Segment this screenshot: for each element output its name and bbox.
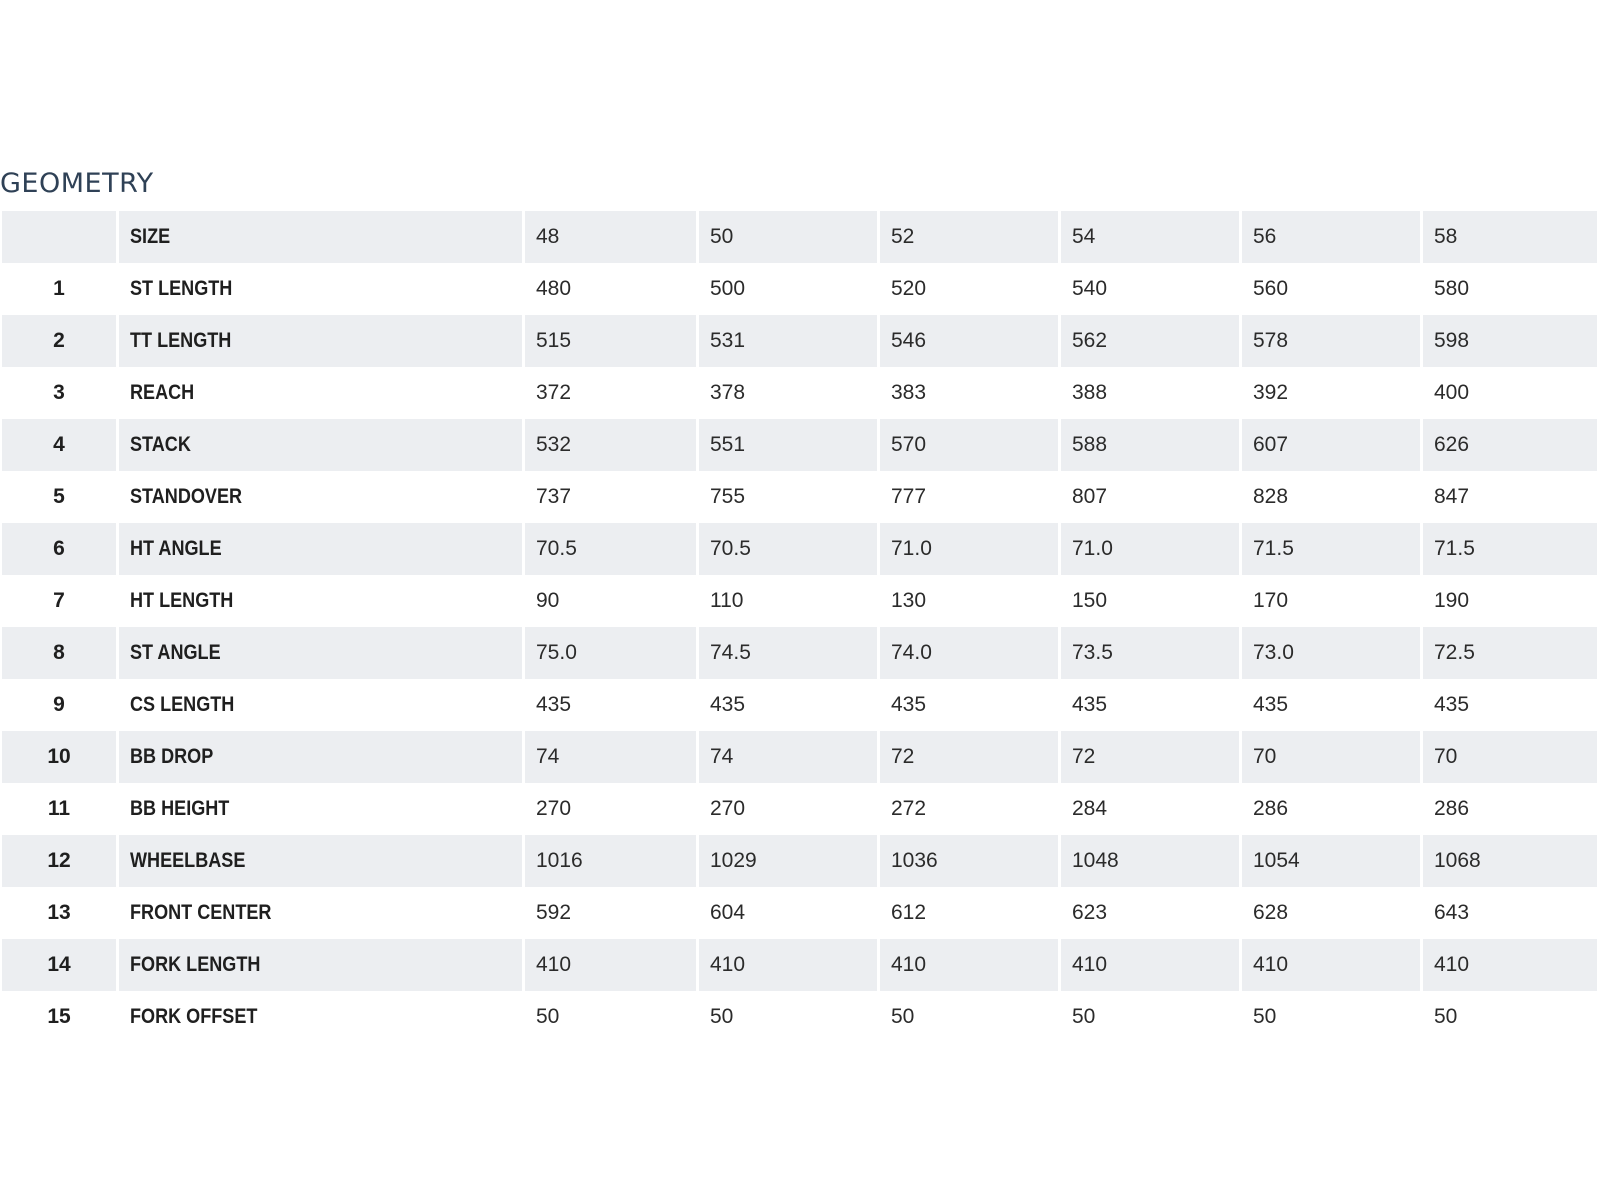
value-cell: 643 bbox=[1423, 887, 1600, 939]
value-cell: 626 bbox=[1423, 419, 1600, 471]
value-cell: 612 bbox=[880, 887, 1061, 939]
row-label: ST LENGTH bbox=[119, 263, 525, 315]
value-cell: 755 bbox=[699, 471, 880, 523]
value-cell: 435 bbox=[699, 679, 880, 731]
row-number: 5 bbox=[2, 471, 119, 523]
row-label: WHEELBASE bbox=[119, 835, 525, 887]
header-num-cell bbox=[2, 211, 119, 263]
table-row bbox=[2, 783, 1600, 835]
value-cell: 410 bbox=[1061, 939, 1242, 991]
value-cell: 50 bbox=[1061, 991, 1242, 1043]
value-cell: 435 bbox=[880, 679, 1061, 731]
value-cell: 598 bbox=[1423, 315, 1600, 367]
value-cell: 777 bbox=[880, 471, 1061, 523]
value-cell: 410 bbox=[699, 939, 880, 991]
row-label: BB HEIGHT bbox=[119, 783, 525, 835]
value-cell: 150 bbox=[1061, 575, 1242, 627]
row-number: 13 bbox=[2, 887, 119, 939]
value-cell: 75.0 bbox=[525, 627, 699, 679]
value-cell: 272 bbox=[880, 783, 1061, 835]
header-size-cell: 58 bbox=[1423, 211, 1600, 263]
value-cell: 532 bbox=[525, 419, 699, 471]
value-cell: 90 bbox=[525, 575, 699, 627]
row-number: 14 bbox=[2, 939, 119, 991]
table-row bbox=[2, 575, 1600, 627]
value-cell: 1016 bbox=[525, 835, 699, 887]
value-cell: 1036 bbox=[880, 835, 1061, 887]
value-cell: 435 bbox=[525, 679, 699, 731]
value-cell: 410 bbox=[1242, 939, 1423, 991]
value-cell: 847 bbox=[1423, 471, 1600, 523]
value-cell: 50 bbox=[880, 991, 1061, 1043]
row-label: TT LENGTH bbox=[119, 315, 525, 367]
table-row bbox=[2, 939, 1600, 991]
value-cell: 410 bbox=[525, 939, 699, 991]
value-cell: 628 bbox=[1242, 887, 1423, 939]
table-row bbox=[2, 419, 1600, 471]
value-cell: 392 bbox=[1242, 367, 1423, 419]
value-cell: 435 bbox=[1061, 679, 1242, 731]
value-cell: 71.0 bbox=[1061, 523, 1242, 575]
row-number: 4 bbox=[2, 419, 119, 471]
row-label: STANDOVER bbox=[119, 471, 525, 523]
row-label: FORK LENGTH bbox=[119, 939, 525, 991]
value-cell: 50 bbox=[525, 991, 699, 1043]
value-cell: 500 bbox=[699, 263, 880, 315]
value-cell: 737 bbox=[525, 471, 699, 523]
value-cell: 170 bbox=[1242, 575, 1423, 627]
value-cell: 1068 bbox=[1423, 835, 1600, 887]
value-cell: 410 bbox=[880, 939, 1061, 991]
value-cell: 1029 bbox=[699, 835, 880, 887]
value-cell: 480 bbox=[525, 263, 699, 315]
value-cell: 560 bbox=[1242, 263, 1423, 315]
value-cell: 70 bbox=[1242, 731, 1423, 783]
value-cell: 50 bbox=[699, 991, 880, 1043]
table-row bbox=[2, 731, 1600, 783]
value-cell: 72.5 bbox=[1423, 627, 1600, 679]
row-number: 6 bbox=[2, 523, 119, 575]
value-cell: 378 bbox=[699, 367, 880, 419]
table-row bbox=[2, 835, 1600, 887]
value-cell: 570 bbox=[880, 419, 1061, 471]
header-size-cell: 56 bbox=[1242, 211, 1423, 263]
value-cell: 607 bbox=[1242, 419, 1423, 471]
row-number: 7 bbox=[2, 575, 119, 627]
row-number: 2 bbox=[2, 315, 119, 367]
value-cell: 74 bbox=[699, 731, 880, 783]
row-number: 9 bbox=[2, 679, 119, 731]
row-number: 10 bbox=[2, 731, 119, 783]
table-header-row bbox=[2, 211, 1600, 263]
value-cell: 270 bbox=[699, 783, 880, 835]
value-cell: 70.5 bbox=[525, 523, 699, 575]
table-row bbox=[2, 679, 1600, 731]
table-row bbox=[2, 263, 1600, 315]
value-cell: 286 bbox=[1423, 783, 1600, 835]
value-cell: 130 bbox=[880, 575, 1061, 627]
table-row bbox=[2, 315, 1600, 367]
value-cell: 70.5 bbox=[699, 523, 880, 575]
row-label: CS LENGTH bbox=[119, 679, 525, 731]
header-size-cell: 50 bbox=[699, 211, 880, 263]
value-cell: 73.5 bbox=[1061, 627, 1242, 679]
geometry-table-body bbox=[2, 211, 1600, 1043]
value-cell: 1054 bbox=[1242, 835, 1423, 887]
value-cell: 71.5 bbox=[1242, 523, 1423, 575]
header-size-cell: 54 bbox=[1061, 211, 1242, 263]
value-cell: 562 bbox=[1061, 315, 1242, 367]
value-cell: 515 bbox=[525, 315, 699, 367]
header-size-cell: 52 bbox=[880, 211, 1061, 263]
value-cell: 435 bbox=[1423, 679, 1600, 731]
row-label: REACH bbox=[119, 367, 525, 419]
value-cell: 74.0 bbox=[880, 627, 1061, 679]
row-label: FRONT CENTER bbox=[119, 887, 525, 939]
value-cell: 70 bbox=[1423, 731, 1600, 783]
geometry-table bbox=[2, 211, 1600, 1043]
row-label: HT LENGTH bbox=[119, 575, 525, 627]
value-cell: 604 bbox=[699, 887, 880, 939]
page-title: GEOMETRY bbox=[0, 168, 154, 199]
value-cell: 74.5 bbox=[699, 627, 880, 679]
row-label: HT ANGLE bbox=[119, 523, 525, 575]
value-cell: 531 bbox=[699, 315, 880, 367]
header-size-label: SIZE bbox=[119, 211, 525, 263]
value-cell: 286 bbox=[1242, 783, 1423, 835]
value-cell: 71.5 bbox=[1423, 523, 1600, 575]
row-label: FORK OFFSET bbox=[119, 991, 525, 1043]
header-size-cell: 48 bbox=[525, 211, 699, 263]
value-cell: 73.0 bbox=[1242, 627, 1423, 679]
row-number: 1 bbox=[2, 263, 119, 315]
value-cell: 383 bbox=[880, 367, 1061, 419]
value-cell: 623 bbox=[1061, 887, 1242, 939]
value-cell: 551 bbox=[699, 419, 880, 471]
value-cell: 50 bbox=[1242, 991, 1423, 1043]
value-cell: 71.0 bbox=[880, 523, 1061, 575]
table-row bbox=[2, 471, 1600, 523]
value-cell: 588 bbox=[1061, 419, 1242, 471]
row-label: BB DROP bbox=[119, 731, 525, 783]
value-cell: 74 bbox=[525, 731, 699, 783]
value-cell: 1048 bbox=[1061, 835, 1242, 887]
table-row bbox=[2, 887, 1600, 939]
value-cell: 388 bbox=[1061, 367, 1242, 419]
value-cell: 72 bbox=[880, 731, 1061, 783]
row-number: 11 bbox=[2, 783, 119, 835]
row-number: 8 bbox=[2, 627, 119, 679]
value-cell: 50 bbox=[1423, 991, 1600, 1043]
value-cell: 190 bbox=[1423, 575, 1600, 627]
row-number: 3 bbox=[2, 367, 119, 419]
row-number: 12 bbox=[2, 835, 119, 887]
row-label: STACK bbox=[119, 419, 525, 471]
value-cell: 270 bbox=[525, 783, 699, 835]
value-cell: 284 bbox=[1061, 783, 1242, 835]
value-cell: 410 bbox=[1423, 939, 1600, 991]
value-cell: 592 bbox=[525, 887, 699, 939]
value-cell: 546 bbox=[880, 315, 1061, 367]
value-cell: 540 bbox=[1061, 263, 1242, 315]
value-cell: 580 bbox=[1423, 263, 1600, 315]
row-label: ST ANGLE bbox=[119, 627, 525, 679]
table-row bbox=[2, 367, 1600, 419]
value-cell: 72 bbox=[1061, 731, 1242, 783]
value-cell: 400 bbox=[1423, 367, 1600, 419]
value-cell: 520 bbox=[880, 263, 1061, 315]
value-cell: 828 bbox=[1242, 471, 1423, 523]
value-cell: 110 bbox=[699, 575, 880, 627]
table-row bbox=[2, 523, 1600, 575]
table-row bbox=[2, 627, 1600, 679]
table-row bbox=[2, 991, 1600, 1043]
row-number: 15 bbox=[2, 991, 119, 1043]
value-cell: 807 bbox=[1061, 471, 1242, 523]
value-cell: 372 bbox=[525, 367, 699, 419]
value-cell: 435 bbox=[1242, 679, 1423, 731]
value-cell: 578 bbox=[1242, 315, 1423, 367]
